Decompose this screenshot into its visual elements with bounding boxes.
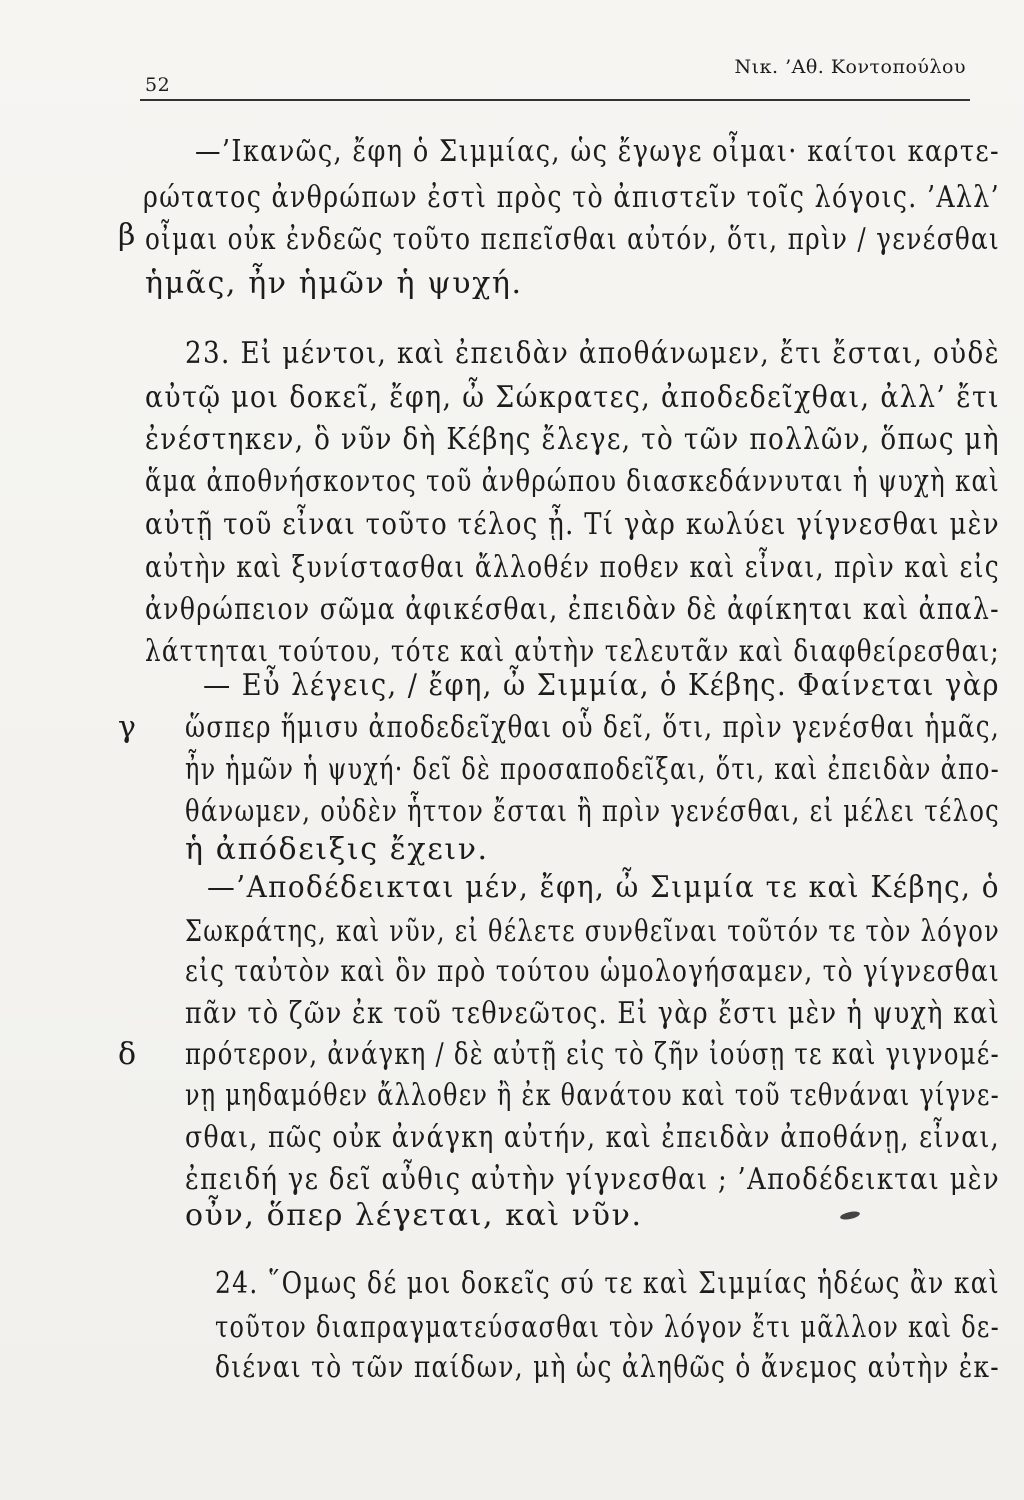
text-line: Σωκράτης, καὶ νῦν, εἰ θέλετε συνθεῖναι τοῦτόν τε τὸν λόγον: [185, 914, 1000, 949]
text-line: —’Αποδέδεικται μέν, ἔφη, ὦ Σιμμία τε καὶ Κέβης, ὁ: [207, 870, 1000, 905]
text-line: αὐτῇ τοῦ εἶναι τοῦτο τέλος ᾖ. Τί γὰρ κωλύει γίγνεσθαι μὲν: [145, 507, 1000, 542]
text-line: οἶμαι οὐκ ἐνδεῶς τοῦτο πεπεῖσθαι αὐτόν, ὅτι, πρὶν / γενέσθαι: [145, 222, 1000, 257]
text-line: οὖν, ὅπερ λέγεται, καὶ νῦν.: [185, 1198, 643, 1233]
margin-letter-gamma: γ: [118, 710, 136, 745]
text-line: πρότερον, ἀνάγκη / δὲ αὐτῇ εἰς τὸ ζῆν ἰούσῃ τε καὶ γιγνομέ-: [185, 1037, 1000, 1072]
text-line: νῃ μηδαμόθεν ἄλλοθεν ἢ ἐκ θανάτου καὶ τοῦ τεθνάναι γίγνε-: [185, 1078, 1000, 1113]
text-line: ἐνέστηκεν, ὃ νῦν δὴ Κέβης ἔλεγε, τὸ τῶν πολλῶν, ὅπως μὴ: [145, 422, 1000, 457]
text-line: διέναι τὸ τῶν παίδων, μὴ ὡς ἀληθῶς ὁ ἄνεμος αὐτὴν ἐκ-: [215, 1350, 1000, 1385]
header-rule: [140, 99, 970, 101]
text-line: πᾶν τὸ ζῶν ἐκ τοῦ τεθνεῶτος. Εἰ γὰρ ἔστι μὲν ἡ ψυχὴ καὶ: [185, 996, 1000, 1031]
text-line: εἰς ταὐτὸν καὶ ὃν πρὸ τούτου ὡμολογήσαμεν, τὸ γίγνεσθαι: [185, 954, 1000, 989]
text-line: ἡμᾶς, ἦν ἡμῶν ἡ ψυχή.: [145, 266, 523, 301]
running-header-author: Νικ. ’Αθ. Κοντοπούλου: [734, 56, 966, 78]
text-line: σθαι, πῶς οὐκ ἀνάγκη αὐτήν, καὶ ἐπειδὰν ἀποθάνῃ, εἶναι,: [185, 1120, 1000, 1155]
text-line: τοῦτον διαπραγματεύσασθαι τὸν λόγον ἔτι μᾶλλον καὶ δε-: [215, 1310, 1000, 1345]
text-line: λάττηται τούτου, τότε καὶ αὐτὴν τελευτᾶν καὶ διαφθείρεσθαι;: [145, 634, 1000, 669]
text-line: 23. Εἰ μέντοι, καὶ ἐπειδὰν ἀποθάνωμεν, ἔτι ἔσται, οὐδὲ: [185, 336, 1000, 371]
text-line: ἀνθρώπειον σῶμα ἀφικέσθαι, ἐπειδὰν δὲ ἀφίκηται καὶ ἀπαλ-: [145, 592, 1000, 627]
margin-letter-delta: δ: [118, 1037, 137, 1072]
margin-letter-beta: β: [118, 218, 136, 253]
text-line: αὐτῷ μοι δοκεῖ, ἔφη, ὦ Σώκρατες, ἀποδεδεῖχθαι, ἀλλ’ ἔτι: [145, 380, 1000, 415]
text-line: ἦν ἡμῶν ἡ ψυχή· δεῖ δὲ προσαποδεῖξαι, ὅτι, καὶ ἐπειδὰν ἀπο-: [185, 752, 1000, 787]
text-line: ἐπειδή γε δεῖ αὖθις αὐτὴν γίγνεσθαι ; ’Αποδέδεικται μὲν: [185, 1162, 1000, 1197]
text-line: ρώτατος ἀνθρώπων ἐστὶ πρὸς τὸ ἀπιστεῖν τοῖς λόγοις. ’Αλλ’: [143, 180, 1000, 215]
page-number: 52: [145, 74, 171, 96]
text-line: αὐτὴν καὶ ξυνίστασθαι ἄλλοθέν ποθεν καὶ εἶναι, πρὶν καὶ εἰς: [145, 550, 1000, 585]
text-line: ἡ ἀπόδειξις ἔχειν.: [185, 832, 489, 867]
text-line: ὥσπερ ἥμισυ ἀποδεδεῖχθαι οὗ δεῖ, ὅτι, πρὶν γενέσθαι ἡμᾶς,: [185, 710, 1000, 745]
text-line: θάνωμεν, οὐδὲν ἧττον ἔσται ἢ πρὶν γενέσθαι, εἰ μέλει τέλος: [185, 794, 1000, 829]
text-line: ἅμα ἀποθνήσκοντος τοῦ ἀνθρώπου διασκεδάννυται ἡ ψυχὴ καὶ: [145, 464, 1000, 499]
text-line: — Εὖ λέγεις, / ἔφη, ὦ Σιμμία, ὁ Κέβης. Φαίνεται γὰρ: [203, 668, 1000, 703]
text-line: —’Ικανῶς, ἔφη ὁ Σιμμίας, ὡς ἔγωγε οἶμαι· καίτοι καρτε-: [195, 134, 1000, 169]
text-line: 24. ῞Ομως δέ μοι δοκεῖς σύ τε καὶ Σιμμίας ἡδέως ἂν καὶ: [215, 1266, 1000, 1301]
ink-blot: [839, 1210, 860, 1221]
